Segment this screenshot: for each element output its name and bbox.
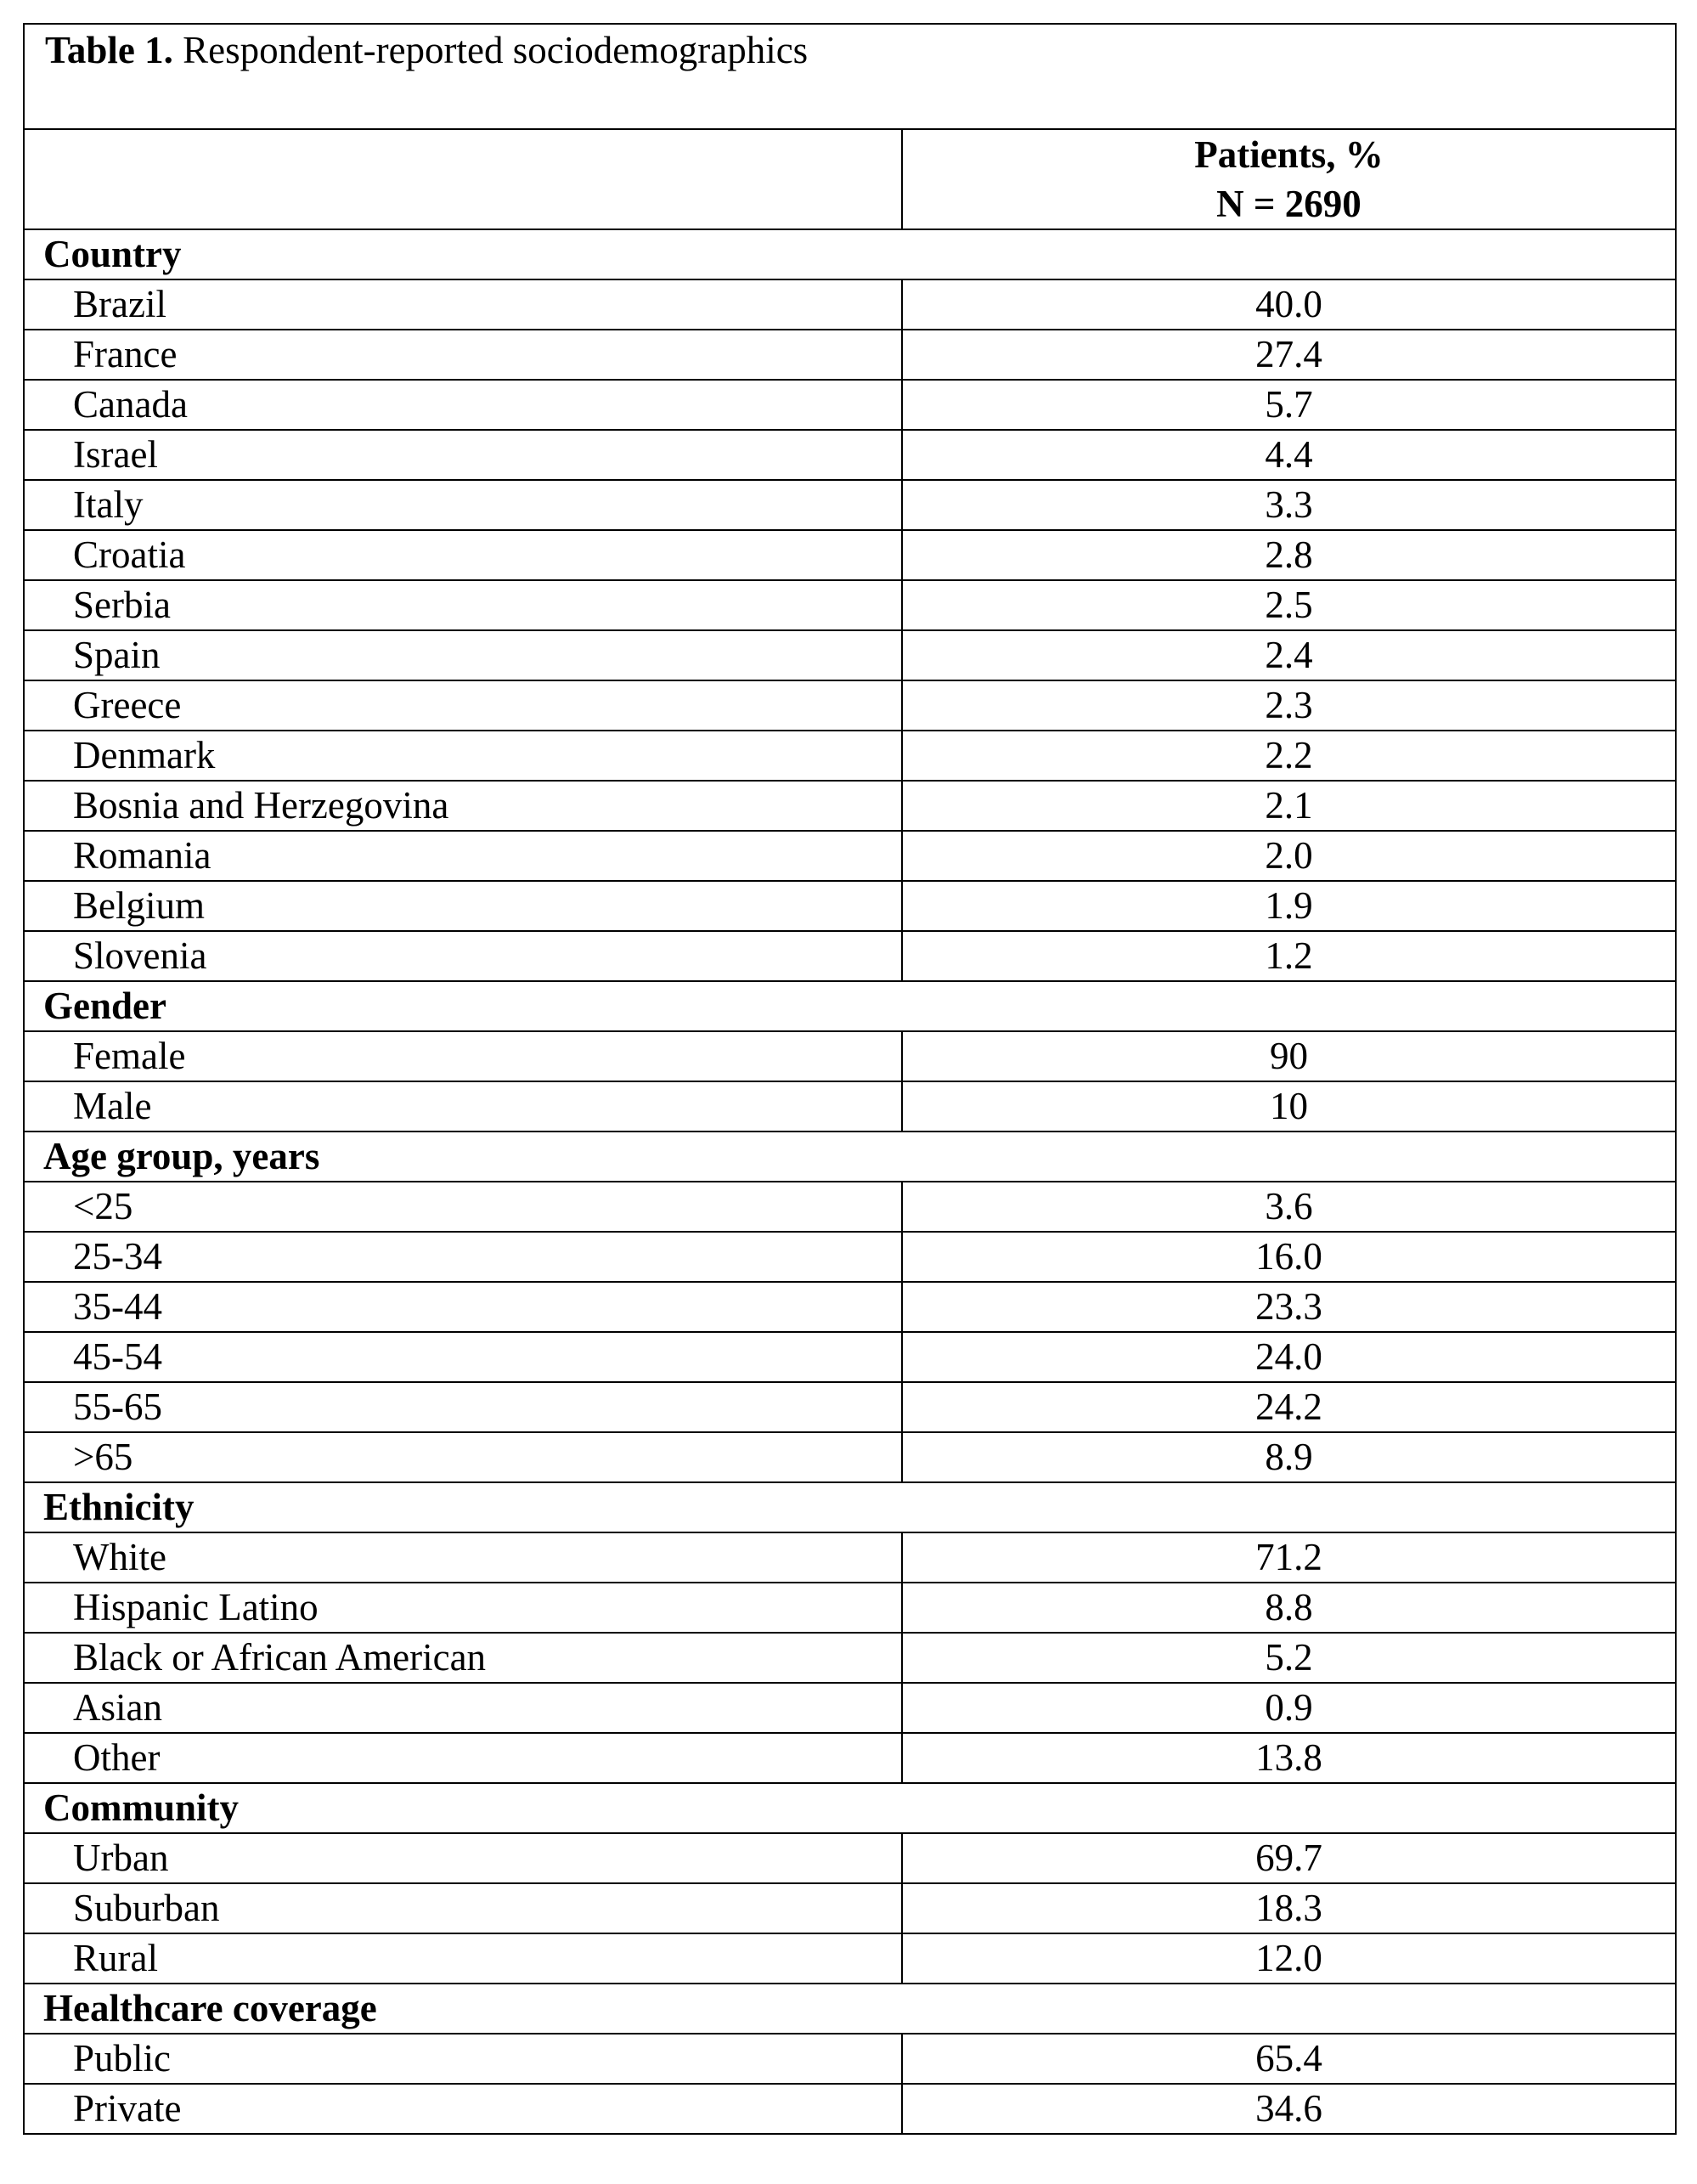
table-row — [24, 1432, 1676, 1482]
caption-title: Respondent-reported sociodemographics — [172, 29, 809, 71]
row-value: 3.3 — [902, 480, 1676, 530]
table-row — [24, 1933, 1676, 1984]
sociodemographics-table — [23, 23, 1677, 2135]
row-value: 12.0 — [902, 1933, 1676, 1984]
row-label: Canada — [24, 380, 902, 430]
row-value: 24.2 — [902, 1382, 1676, 1432]
row-label: Black or African American — [24, 1633, 902, 1683]
row-value: 24.0 — [902, 1332, 1676, 1382]
row-value: 65.4 — [902, 2034, 1676, 2084]
category-label: Country — [24, 229, 1676, 279]
table-row — [24, 731, 1676, 781]
table-row — [24, 1182, 1676, 1232]
row-value: 8.9 — [902, 1432, 1676, 1482]
table-row — [24, 480, 1676, 530]
row-value: 4.4 — [902, 430, 1676, 480]
row-value: 5.2 — [902, 1633, 1676, 1683]
table-row — [24, 1232, 1676, 1282]
row-label: Asian — [24, 1683, 902, 1733]
category-row — [24, 1482, 1676, 1532]
row-value: 2.0 — [902, 831, 1676, 881]
table-row — [24, 881, 1676, 931]
row-label: Brazil — [24, 279, 902, 330]
row-label: Male — [24, 1081, 902, 1132]
row-label: 45-54 — [24, 1332, 902, 1382]
row-value: 18.3 — [902, 1883, 1676, 1933]
row-value: 2.2 — [902, 731, 1676, 781]
column-header-line1: Patients, % — [1194, 133, 1384, 176]
row-label: White — [24, 1532, 902, 1583]
table-caption — [24, 24, 1676, 129]
row-label: Other — [24, 1733, 902, 1783]
table-row — [24, 1683, 1676, 1733]
row-label: Spain — [24, 630, 902, 680]
category-row — [24, 1984, 1676, 2034]
header-empty-cell — [24, 129, 902, 229]
row-label: Slovenia — [24, 931, 902, 981]
row-value: 10 — [902, 1081, 1676, 1132]
row-label: Greece — [24, 680, 902, 731]
row-label: 25-34 — [24, 1232, 902, 1282]
row-value: 1.2 — [902, 931, 1676, 981]
table-row — [24, 1031, 1676, 1081]
row-label: Belgium — [24, 881, 902, 931]
row-value: 34.6 — [902, 2084, 1676, 2134]
row-value: 71.2 — [902, 1532, 1676, 1583]
row-label: Bosnia and Herzegovina — [24, 781, 902, 831]
row-value: 1.9 — [902, 881, 1676, 931]
table-row — [24, 680, 1676, 731]
row-label: Denmark — [24, 731, 902, 781]
category-label: Ethnicity — [24, 1482, 1676, 1532]
column-header — [902, 129, 1676, 229]
row-label: <25 — [24, 1182, 902, 1232]
row-label: Private — [24, 2084, 902, 2134]
category-row — [24, 1132, 1676, 1182]
row-value: 27.4 — [902, 330, 1676, 380]
row-value: 2.3 — [902, 680, 1676, 731]
row-label: Public — [24, 2034, 902, 2084]
table-row — [24, 1733, 1676, 1783]
table-row — [24, 630, 1676, 680]
table-row — [24, 1081, 1676, 1132]
row-value: 3.6 — [902, 1182, 1676, 1232]
table-row — [24, 1633, 1676, 1683]
row-value: 13.8 — [902, 1733, 1676, 1783]
table-row — [24, 2034, 1676, 2084]
row-label: 35-44 — [24, 1282, 902, 1332]
category-label: Healthcare coverage — [24, 1984, 1676, 2034]
caption-label: Table 1. — [45, 29, 173, 71]
row-value: 0.9 — [902, 1683, 1676, 1733]
table-row — [24, 781, 1676, 831]
row-label: Female — [24, 1031, 902, 1081]
row-label: Hispanic Latino — [24, 1583, 902, 1633]
table-row — [24, 1282, 1676, 1332]
row-label: Israel — [24, 430, 902, 480]
row-value: 69.7 — [902, 1833, 1676, 1883]
row-label: Suburban — [24, 1883, 902, 1933]
table-row — [24, 2084, 1676, 2134]
row-label: France — [24, 330, 902, 380]
row-label: Romania — [24, 831, 902, 881]
table-row — [24, 931, 1676, 981]
table-row — [24, 330, 1676, 380]
table-row — [24, 279, 1676, 330]
table-row — [24, 380, 1676, 430]
category-row — [24, 1783, 1676, 1833]
category-row — [24, 229, 1676, 279]
column-header-row — [24, 129, 1676, 229]
table-row — [24, 831, 1676, 881]
table-row — [24, 1332, 1676, 1382]
table-row — [24, 1532, 1676, 1583]
row-label: Urban — [24, 1833, 902, 1883]
row-value: 90 — [902, 1031, 1676, 1081]
table-row — [24, 1382, 1676, 1432]
row-label: Serbia — [24, 580, 902, 630]
table-row — [24, 530, 1676, 580]
table-row — [24, 1883, 1676, 1933]
caption-row — [24, 24, 1676, 129]
row-value: 2.8 — [902, 530, 1676, 580]
row-value: 40.0 — [902, 279, 1676, 330]
table-row — [24, 1583, 1676, 1633]
table-row — [24, 430, 1676, 480]
row-label: >65 — [24, 1432, 902, 1482]
row-label: Croatia — [24, 530, 902, 580]
row-value: 16.0 — [902, 1232, 1676, 1282]
row-value: 2.4 — [902, 630, 1676, 680]
column-header-line2: N = 2690 — [1216, 183, 1362, 225]
category-label: Age group, years — [24, 1132, 1676, 1182]
row-label: 55-65 — [24, 1382, 902, 1432]
row-label: Italy — [24, 480, 902, 530]
row-value: 2.1 — [902, 781, 1676, 831]
row-value: 5.7 — [902, 380, 1676, 430]
document-page — [23, 23, 1677, 2135]
category-label: Gender — [24, 981, 1676, 1031]
table-row — [24, 580, 1676, 630]
row-value: 23.3 — [902, 1282, 1676, 1332]
category-label: Community — [24, 1783, 1676, 1833]
row-label: Rural — [24, 1933, 902, 1984]
row-value: 8.8 — [902, 1583, 1676, 1633]
table-row — [24, 1833, 1676, 1883]
row-value: 2.5 — [902, 580, 1676, 630]
category-row — [24, 981, 1676, 1031]
